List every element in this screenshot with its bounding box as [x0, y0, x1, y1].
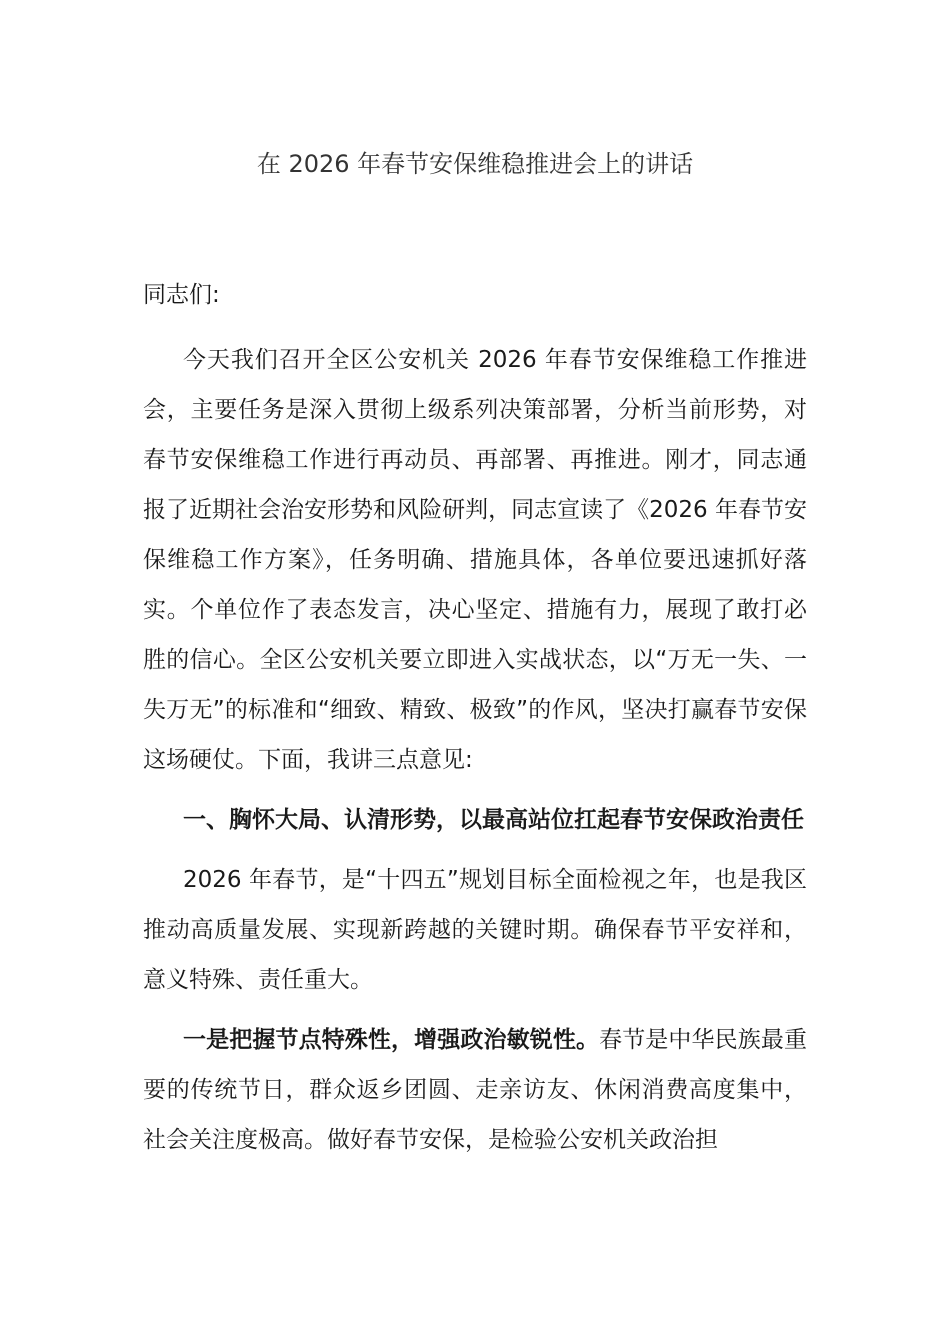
paragraph-point-1	[143, 1015, 807, 1165]
point-1-text: 春节是中华民族最重要的传统节日，群众返乡团圆、走亲访友、休闲消费高度集中，社会关注度极高。做好春节安保，是检验公安机关政治担	[143, 1027, 808, 1153]
document-title: 在 2026 年春节安保维稳推进会上的讲话	[256, 150, 694, 178]
point-1-lead: 一是把握节点特殊性，增强政治敏锐性。	[183, 1027, 600, 1053]
paragraph-intro: 今天我们召开全区公安机关 2026 年春节安保维稳工作推进会，主要任务是深入贯彻上级系列决策部署，分析当前形势，对春节安保维稳工作进行再动员、再部署、再推进。刚才，同志通报了近期社会治安形势和风险研判，同志宣读了《2026 年春节安保维稳工作方案》，任务明确、措施具体，各单位要迅速抓好落实。个单位作了表态发言，决心坚定、措施有力，展现了敢打必胜的信心。全区公安机关要立即进入实战状态，以“万无一失、一失万无”的标准和“细致、精致、极致”的作风，坚决打赢春节安保这场硬仗。下面，我讲三点意见:	[143, 347, 807, 773]
section-heading-1: 一、胸怀大局、认清形势，以最高站位扛起春节安保政治责任	[183, 807, 804, 833]
salutation: 同志们:	[143, 282, 220, 308]
document-body	[143, 270, 807, 1175]
paragraph-context: 2026 年春节，是“十四五”规划目标全面检视之年，也是我区推动高质量发展、实现新跨越的关键时期。确保春节平安祥和，意义特殊、责任重大。	[143, 867, 807, 993]
